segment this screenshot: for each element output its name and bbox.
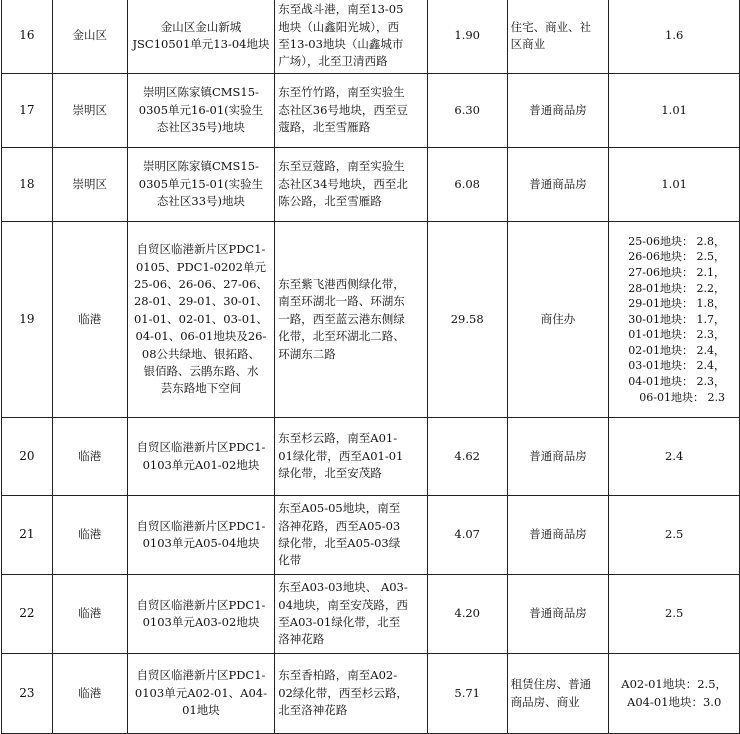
table-row — [2, 496, 740, 575]
row-number: 22 — [2, 575, 53, 654]
boundary-cell: 东至紫飞港西侧绿化带， 南至环湖北一路、环湖东 一路，西至蓝云港东侧绿 化带，北至环湖北二路、 环湖东二路 — [275, 222, 428, 418]
parcel-name-cell: 自贸区临港新片区PDC1- 0105、PDC1-0202单元 25-06、26-06、27-06、 28-01、29-01、30-01、 01-01、02-01、03-01、 04-01、06-01地块及26- 08公共绿地、银拓路、 银佰路、云鹃东路、水 芸东路地下空间 — [127, 222, 275, 418]
boundary-cell: 东至A03-03地块、 A03- 04地块，南至安茂路，西 至A03-01绿化带，北至 洛神花路 — [275, 575, 428, 654]
table-row — [2, 148, 740, 222]
row-number: 17 — [2, 74, 53, 148]
parcel-name-cell: 自贸区临港新片区PDC1- 0103单元A03-02地块 — [127, 575, 275, 654]
parcel-name-cell: 自贸区临港新片区PDC1- 0103单元A05-04地块 — [127, 496, 275, 575]
boundary-cell: 东至战斗港，南至13-05 地块（山鑫阳光城），西 至13-03地块（山鑫城市 广场），北至卫清西路 — [275, 0, 428, 74]
district-cell: 临港 — [52, 222, 127, 418]
land-use-cell: 普通商品房 — [507, 496, 609, 575]
district-cell: 临港 — [52, 418, 127, 496]
plot-ratio-cell: 2.4 — [609, 418, 740, 496]
boundary-cell: 东至杉云路，南至A01- 01绿化带，西至A01-01 绿化带，北至安茂路 — [275, 418, 428, 496]
plot-ratio-cell: 25-06地块： 2.8， 26-06地块： 2.5， 27-06地块： 2.1， 28-01地块： 2.2， 29-01地块： 1.8， 30-01地块： 1.7， 01-01地块： 2.3， 02-01地块： 2.4， 03-01地块： 2.4， 04-01地块： 2.3， 06-01地块： 2.3 — [609, 222, 740, 418]
plot-ratio-cell: 1.6 — [609, 0, 740, 74]
district-cell: 临港 — [52, 496, 127, 575]
area-cell: 5.71 — [427, 654, 507, 734]
area-cell: 4.20 — [427, 575, 507, 654]
land-use-cell: 普通商品房 — [507, 418, 609, 496]
table-row — [2, 74, 740, 148]
area-cell: 29.58 — [427, 222, 507, 418]
land-use-cell: 普通商品房 — [507, 148, 609, 222]
plot-ratio-cell: 2.5 — [609, 575, 740, 654]
land-parcel-table — [1, 0, 740, 734]
plot-ratio-cell: A02-01地块：2.5， A04-01地块：3.0 — [609, 654, 740, 734]
district-cell: 崇明区 — [52, 148, 127, 222]
area-cell: 4.62 — [427, 418, 507, 496]
land-use-cell: 住宅、商业、社 区商业 — [507, 0, 609, 74]
parcel-name-cell: 崇明区陈家镇CMS15- 0305单元16-01(实验生 态社区35号)地块 — [127, 74, 275, 148]
boundary-cell: 东至豆蔻路，南至实验生 态社区34号地块，西至北 陈公路，北至雪雁路 — [275, 148, 428, 222]
table-row — [2, 0, 740, 74]
row-number: 21 — [2, 496, 53, 575]
row-number: 16 — [2, 0, 53, 74]
parcel-name-cell: 自贸区临港新片区PDC1- 0103单元A02-01、A04- 01地块 — [127, 654, 275, 734]
district-cell: 临港 — [52, 575, 127, 654]
plot-ratio-cell: 2.5 — [609, 496, 740, 575]
parcel-name-cell: 自贸区临港新片区PDC1- 0103单元A01-02地块 — [127, 418, 275, 496]
row-number: 23 — [2, 654, 53, 734]
district-cell: 临港 — [52, 654, 127, 734]
land-use-cell: 普通商品房 — [507, 575, 609, 654]
table-row — [2, 222, 740, 418]
plot-ratio-cell: 1.01 — [609, 148, 740, 222]
boundary-cell: 东至竹竹路，南至实验生 态社区36号地块，西至豆 蔻路，北至雪雁路 — [275, 74, 428, 148]
boundary-cell: 东至A05-05地块，南至 洛神花路，西至A05-03 绿化带，北至A05-03绿 化带 — [275, 496, 428, 575]
boundary-cell: 东至香柏路，南至A02- 02绿化带，西至杉云路， 北至洛神花路 — [275, 654, 428, 734]
land-use-cell: 租赁住房、普通 商品房、商业 — [507, 654, 609, 734]
parcel-name-cell: 金山区金山新城 JSC10501单元13-04地块 — [127, 0, 275, 74]
plot-ratio-cell: 1.01 — [609, 74, 740, 148]
row-number: 19 — [2, 222, 53, 418]
area-cell: 4.07 — [427, 496, 507, 575]
district-cell: 崇明区 — [52, 74, 127, 148]
area-cell: 6.08 — [427, 148, 507, 222]
table-row — [2, 575, 740, 654]
area-cell: 1.90 — [427, 0, 507, 74]
row-number: 20 — [2, 418, 53, 496]
land-use-cell: 商住办 — [507, 222, 609, 418]
area-cell: 6.30 — [427, 74, 507, 148]
parcel-name-cell: 崇明区陈家镇CMS15- 0305单元15-01(实验生 态社区33号)地块 — [127, 148, 275, 222]
table-row — [2, 418, 740, 496]
district-cell: 金山区 — [52, 0, 127, 74]
row-number: 18 — [2, 148, 53, 222]
table-row — [2, 654, 740, 734]
land-use-cell: 普通商品房 — [507, 74, 609, 148]
